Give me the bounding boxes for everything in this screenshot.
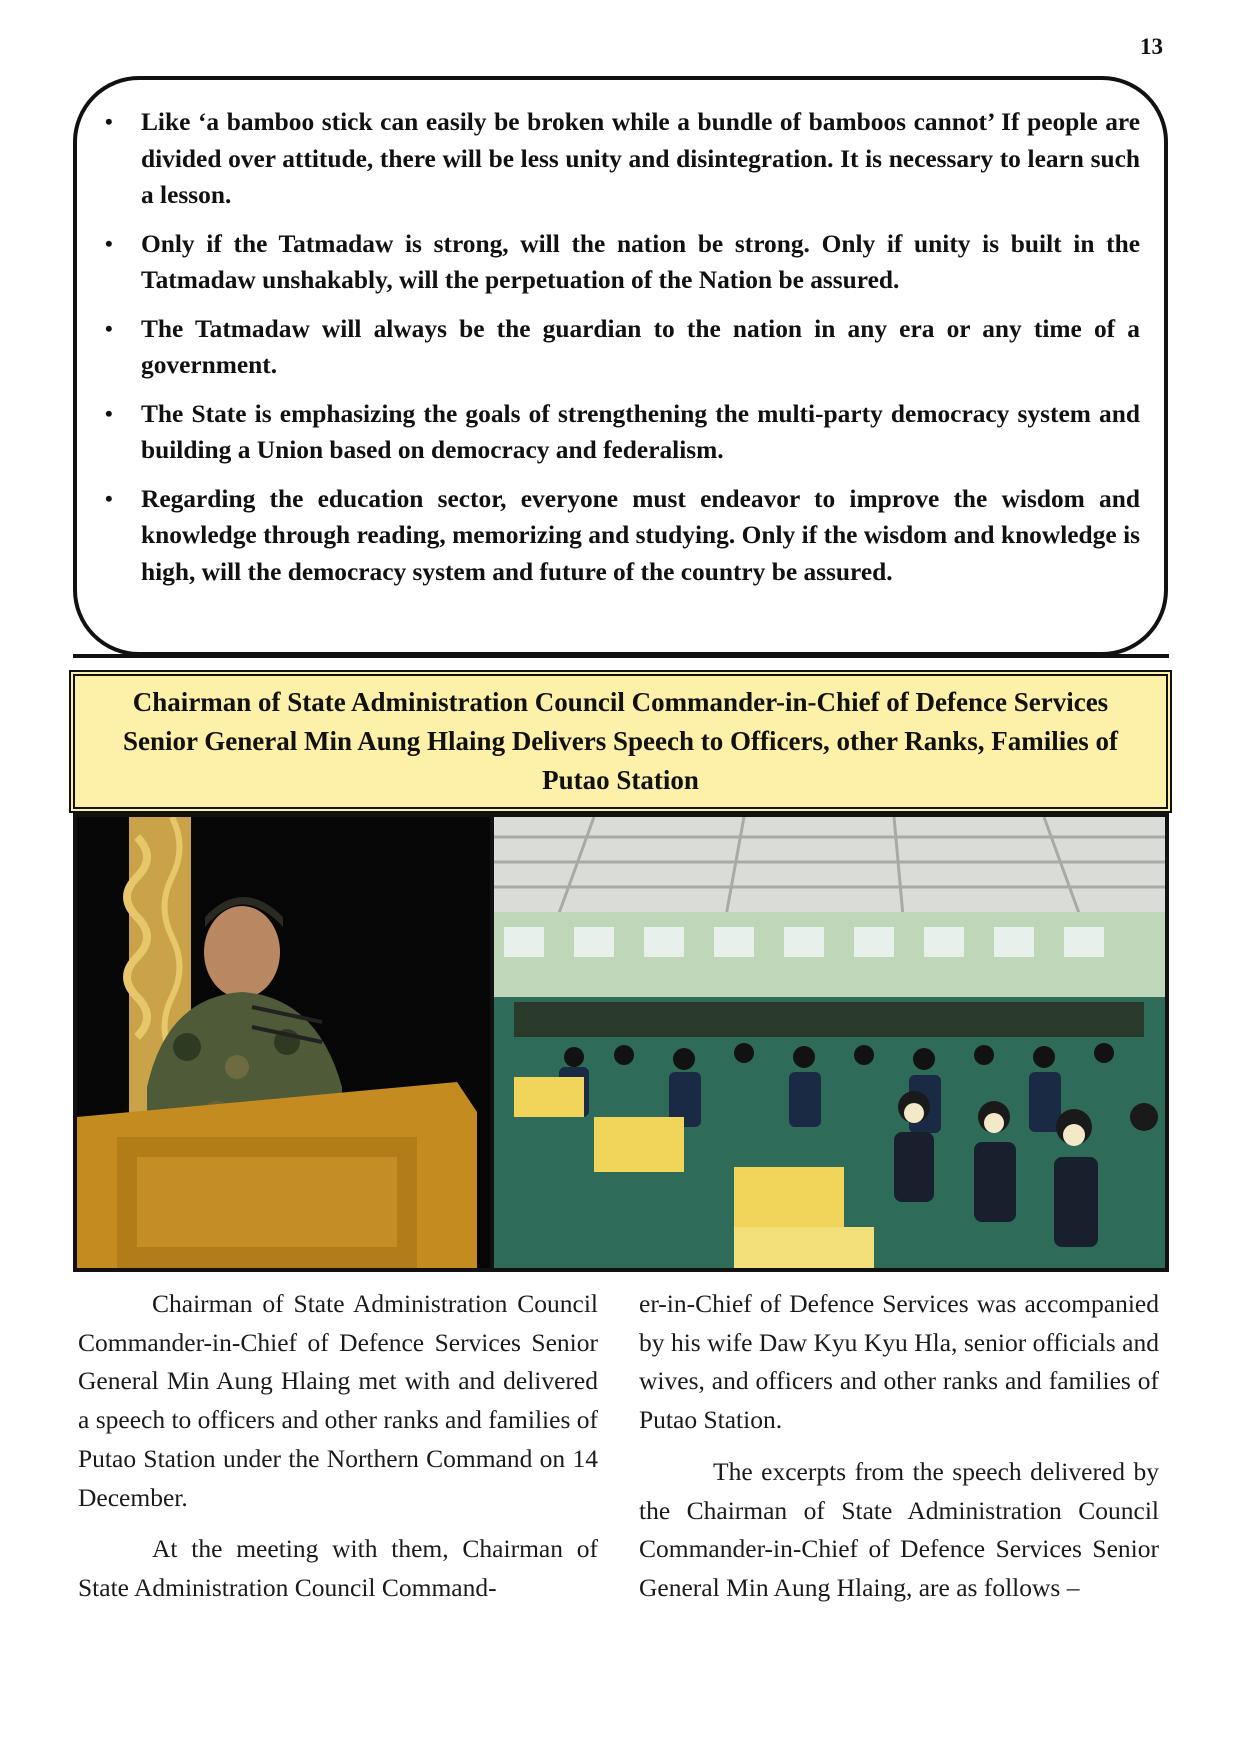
bullet-icon: • <box>105 315 113 341</box>
key-point-text: Like ‘a bamboo stick can easily be broken while a bundle of bamboos cannot’ If people are divided over attitude, there will be less unity and disintegration. It is necessary to learn such a lesson. <box>141 108 1140 209</box>
article-paragraph: er-in-Chief of Defence Services was accompanied by his wife Daw Kyu Kyu Hla, senior officials and wives, and officers and other ranks and families of Putao Station. <box>639 1289 1159 1435</box>
key-points-rule <box>73 654 1169 658</box>
key-point-item <box>105 396 1140 469</box>
speaker-at-podium-image <box>77 817 490 1268</box>
key-point-text: Regarding the education sector, everyone must endeavor to improve the wisdom and knowledge through reading, memorizing and studying. Only if the wisdom and knowledge is high, will the democracy system and future of the country be assured. <box>141 484 1140 586</box>
photo-strip <box>73 813 1169 1272</box>
bullet-icon: • <box>105 400 113 426</box>
bullet-icon: • <box>105 109 113 134</box>
article-paragraph: At the meeting with them, Chairman of State Administration Council Command- <box>78 1534 598 1602</box>
key-point-item <box>105 226 1140 299</box>
key-point-item <box>105 311 1140 384</box>
article-paragraph: The excerpts from the speech delivered by the Chairman of State Administration Council Commander-in-Chief of Defence Services Senior General Min Aung Hlaing, are as follows – <box>639 1456 1159 1602</box>
article-paragraph: Chairman of State Administration Council Commander-in-Chief of Defence Services Senior General Min Aung Hlaing met with and delivered a speech to officers and other ranks and families of Putao Station under the Northern Command on 14 December. <box>78 1289 598 1512</box>
key-point-text: The State is emphasizing the goals of strengthening the multi-party democracy system and building a Union based on democracy and federalism. <box>141 399 1140 464</box>
seated-audience-image <box>494 817 1165 1268</box>
page-number: 13 <box>1140 34 1163 59</box>
key-point-text: Only if the Tatmadaw is strong, will the nation be strong. Only if unity is built in the Tatmadaw unshakably, will the perpetuation of the Nation be assured. <box>141 229 1140 294</box>
article-headline: Chairman of State Administration Council Commander-in-Chief of Defence Services Senior General Min Aung Hlaing Delivers Speech to Officers, other Ranks, Families of Putao Station <box>123 687 1118 795</box>
key-points-list <box>105 104 1140 602</box>
audience-photo <box>494 817 1165 1268</box>
key-point-item <box>105 104 1140 214</box>
key-point-item <box>105 481 1140 591</box>
bullet-icon: • <box>105 230 113 256</box>
headline-banner <box>73 674 1168 809</box>
bullet-icon: • <box>105 485 113 511</box>
key-point-text: The Tatmadaw will always be the guardian to the nation in any era or any time of a government. <box>141 314 1140 379</box>
article-column-right <box>639 1285 1159 1621</box>
speaker-photo <box>77 817 490 1268</box>
article-column-left <box>78 1285 598 1621</box>
